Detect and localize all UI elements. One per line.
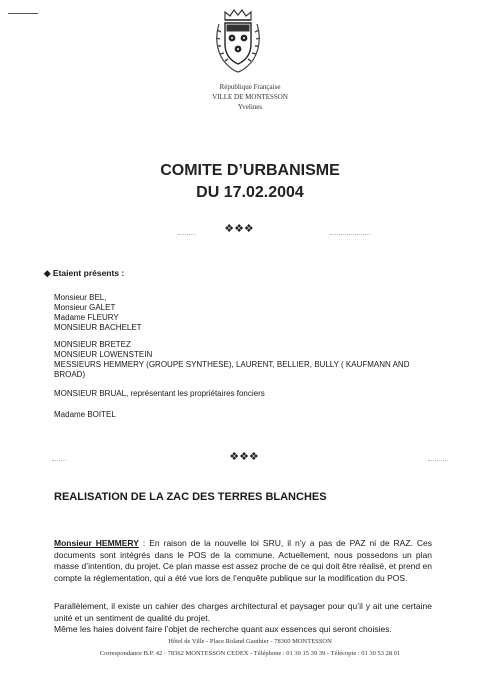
list-item: Monsieur BEL,: [54, 293, 107, 302]
footer-contact: Correspondance B.P. 42 · 78362 MONTESSON CEDEX - Téléphone : 01 30 15 39 39 - Télécopie : 01 30 53 28 01: [99, 650, 401, 657]
list-item: BROAD): [54, 370, 86, 379]
list-item: MONSIEUR LOWENSTEIN: [54, 350, 153, 359]
bullet-diamond-icon: ◆: [44, 268, 51, 278]
faint-rule-right-mid: [428, 460, 448, 461]
paragraph-1-continuation: Actuellement, nous possedons un plan masse d’intention, du projet. Ce plan masse est assez proche de ce qui doit être réalisé, et prend en compte la réglementation, qui a été vue lors de l’enquête publique sur la modification du POS.: [54, 549, 432, 583]
attendees-group-4: [54, 410, 116, 420]
paragraph-1: [54, 538, 432, 584]
attendees-group-1: [54, 293, 142, 333]
municipality-header: [150, 82, 350, 112]
attendees-group-2: [54, 340, 410, 380]
coat-of-arms-icon: [211, 8, 265, 74]
attendees-group-3: [54, 389, 265, 399]
footer-address: Hôtel de Ville - Place Roland Gauthier - 78360 MONTESSON: [168, 638, 332, 645]
corner-mark: [8, 13, 38, 14]
header-department: Yvelines: [237, 103, 263, 111]
header-republic: République Française: [219, 83, 281, 91]
list-item: MONSIEUR BACHELET: [54, 323, 142, 332]
paragraph-2-text: Parallèlement, il existe un cahier des charges architectural et paysager pour qu’il y ait une certaine unité et un sentiment de qualité du projet.: [54, 601, 432, 623]
title-line-2: DU 17.02.2004: [196, 184, 304, 201]
list-item: Monsieur GALET: [54, 303, 116, 312]
separator-diamonds-top: ❖❖❖: [224, 223, 254, 235]
list-item: Madame BOITEL: [54, 410, 116, 419]
faint-rule-left-mid: [52, 460, 66, 461]
list-item: MONSIEUR BRETEZ: [54, 340, 131, 349]
paragraph-1-text: : En raison de la nouvelle loi SRU, il n’y a pas de PAZ ni de RAZ. Ces documents sont intégrés dans le POS de la commune.: [54, 538, 432, 560]
title-line-1: COMITE D’URBANISME: [160, 162, 340, 179]
speaker-name: Monsieur HEMMERY: [54, 538, 139, 548]
paragraph-2-continuation: Même les haies doivent faire l’objet de recherche quant aux essences qui seront choisies.: [54, 624, 392, 634]
separator-diamonds-mid: ❖❖❖: [229, 451, 259, 463]
attendees-heading: [44, 268, 124, 279]
paragraph-2: [54, 601, 432, 636]
footer: [40, 636, 460, 660]
list-item: MESSIEURS HEMMERY (GROUPE SYNTHESE), LAURENT, BELLIER, BULLY ( KAUFMANN AND: [54, 360, 410, 369]
list-item: MONSIEUR BRUAL, représentant les propriétaires fonciers: [54, 389, 265, 398]
section-title: REALISATION DE LA ZAC DES TERRES BLANCHES: [54, 491, 327, 503]
faint-rule-left-top: [178, 234, 196, 235]
attendees-heading-text: Etaient présents :: [52, 268, 125, 278]
list-item: Madame FLEURY: [54, 313, 119, 322]
document-title: [100, 160, 400, 204]
header-city: VILLE DE MONTESSON: [212, 93, 288, 101]
faint-rule-right-top: [330, 234, 370, 235]
